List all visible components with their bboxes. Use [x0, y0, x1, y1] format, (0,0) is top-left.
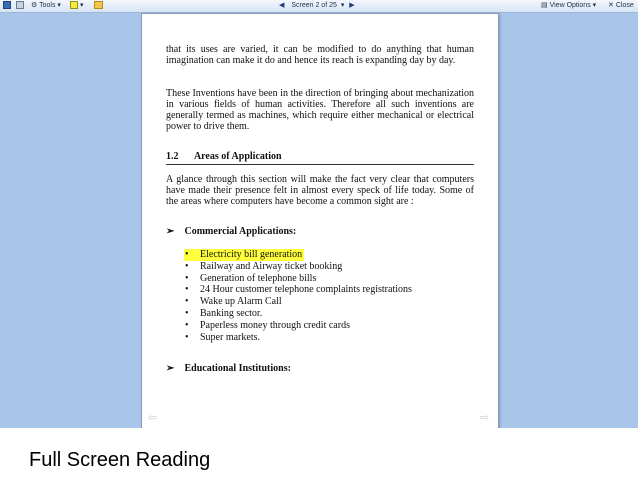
list-item-text: Super markets. [200, 331, 260, 343]
highlight-button[interactable] [70, 1, 83, 11]
next-screen-icon[interactable]: ▶ [349, 2, 355, 9]
list-item [184, 308, 412, 320]
paragraph-1: that its uses are varied, it can be modified to do anything that human imagination can make it do and hence its reach is expanding day by day. [166, 44, 474, 66]
bullet-icon: • [185, 272, 189, 284]
bullet-icon: • [185, 296, 189, 308]
subheading-commercial [166, 226, 296, 237]
list-item [184, 273, 412, 285]
chevron-down-icon: ▾ [57, 2, 61, 9]
list-item [184, 296, 412, 308]
list-item-text: Railway and Airway ticket booking [200, 260, 343, 272]
bullet-icon: • [185, 307, 189, 319]
save-button[interactable] [3, 1, 11, 11]
close-label: Close [615, 2, 634, 9]
list-item [184, 320, 412, 332]
previous-page-icon[interactable]: ⇦ [148, 412, 158, 424]
screen-indicator: Screen 2 of 25 [291, 2, 337, 9]
application-list [184, 249, 412, 343]
chevron-down-icon[interactable]: ▾ [340, 2, 345, 9]
bullet-icon: • [185, 249, 189, 260]
view-options-icon: ▤ [541, 2, 548, 9]
reading-toolbar [0, 0, 638, 13]
list-item-text: Electricity bill generation [200, 249, 303, 260]
list-item-text: 24 Hour customer telephone complaints registrations [200, 284, 412, 296]
list-item-text: Banking sector. [200, 307, 263, 319]
print-icon [16, 1, 24, 9]
view-options-label: View Options [549, 2, 591, 9]
screen-navigator[interactable] [279, 1, 355, 11]
list-item [184, 332, 412, 344]
list-item-highlighted [184, 249, 304, 261]
section-heading [166, 151, 474, 165]
subheading-educational [166, 363, 291, 374]
subheading-commercial-label: Commercial Applications: [184, 226, 297, 237]
section-title: Areas of Application [193, 151, 282, 162]
arrow-bullet-icon: ➢ [166, 226, 175, 237]
chevron-down-icon: ▾ [592, 2, 597, 9]
paragraph-2: These Inventions have been in the direction of bringing about mechanization in various fields of human activities. Therefore all such inventions are generally termed as machines, which require either mechanical or electrical power to drive them. [166, 88, 474, 132]
list-item [184, 261, 412, 273]
print-button[interactable] [16, 1, 24, 11]
document-page [141, 13, 499, 428]
tools-menu[interactable] [31, 1, 61, 11]
list-item-text: Generation of telephone bills [200, 272, 317, 284]
bullet-icon: • [185, 331, 189, 343]
list-item-text: Wake up Alarm Call [200, 296, 282, 308]
list-item-text: Paperless money through credit cards [200, 319, 350, 331]
tools-label: Tools [39, 2, 56, 9]
section-number: 1.2 [166, 151, 179, 162]
close-button[interactable] [608, 1, 634, 11]
highlighter-icon [70, 1, 78, 9]
paragraph-3: A glance through this section will make the fact very clear that computers have made their presence felt in almost every speck of life today. Some of the areas where computers have become a common sight are : [166, 174, 474, 207]
arrow-bullet-icon: ➢ [166, 363, 175, 374]
subheading-educational-label: Educational Institutions: [184, 363, 291, 374]
chevron-down-icon: ▾ [79, 2, 84, 9]
folder-icon [94, 1, 103, 9]
slide-caption: Full Screen Reading [29, 449, 211, 471]
list-item [184, 284, 412, 296]
next-page-icon[interactable]: ⇨ [480, 412, 490, 424]
view-options-button[interactable] [541, 1, 596, 11]
save-icon [3, 1, 11, 9]
comment-button[interactable] [94, 1, 103, 11]
previous-screen-icon[interactable]: ◀ [279, 2, 285, 9]
bullet-icon: • [185, 284, 189, 296]
close-icon: ✕ [608, 2, 614, 9]
bullet-icon: • [185, 260, 189, 272]
gear-icon: ⚙ [31, 2, 38, 9]
bullet-icon: • [185, 319, 189, 331]
